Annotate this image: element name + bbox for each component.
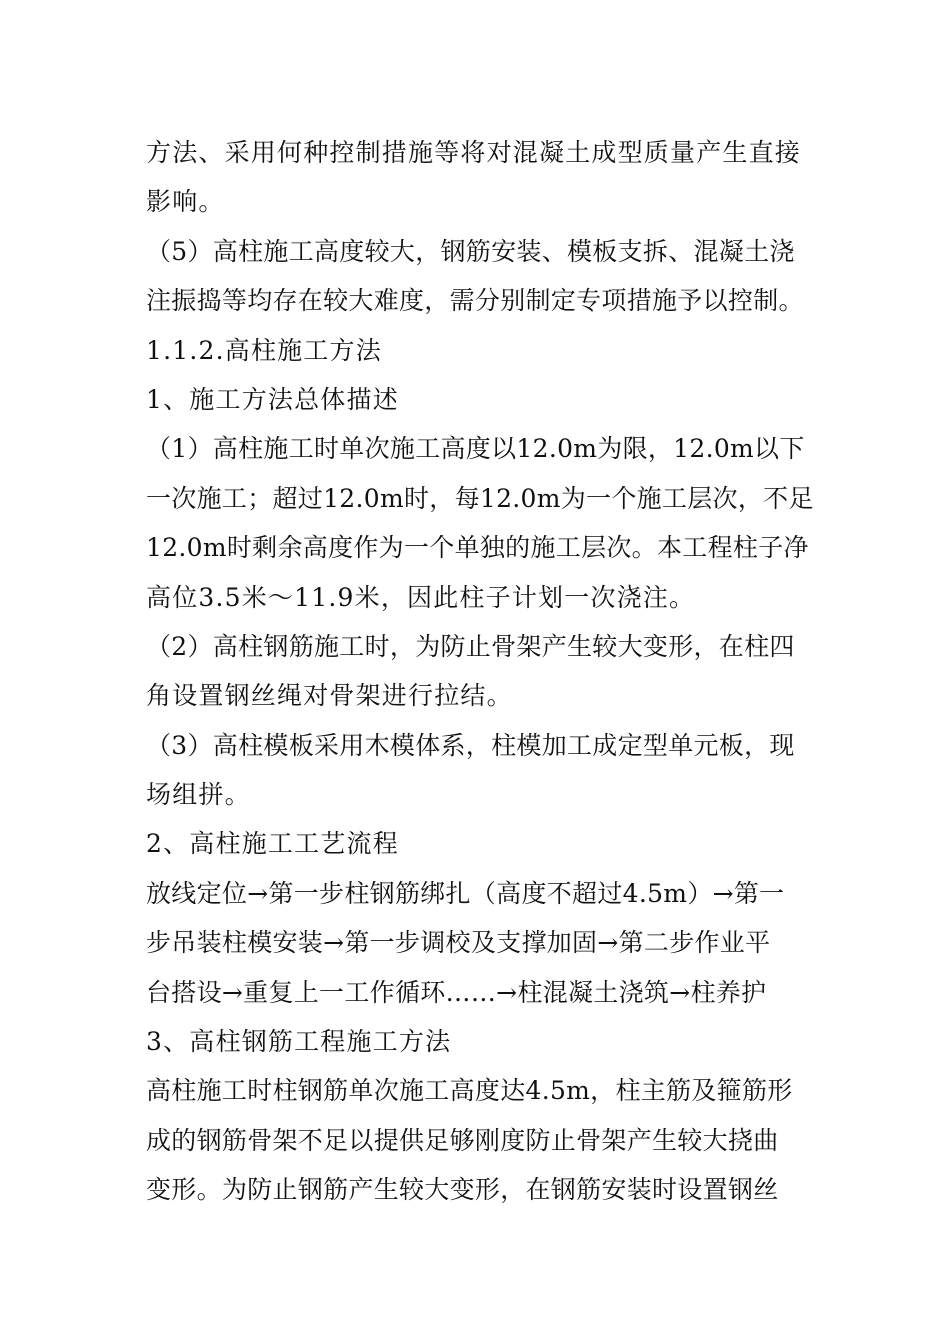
paragraph-line: 场组拼。 <box>146 780 251 810</box>
paragraph-line: 影响。 <box>146 187 225 217</box>
subsection-heading: 2、高柱施工工艺流程 <box>146 829 399 859</box>
paragraph-line: （5）高柱施工高度较大，钢筋安装、模板支拆、混凝土浇 <box>146 236 795 266</box>
paragraph-line: 步吊装柱模安装→第一步调校及支撑加固→第二步作业平 <box>146 928 771 958</box>
paragraph-line: 变形。为防止钢筋产生较大变形，在钢筋安装时设置钢丝 <box>146 1175 779 1205</box>
paragraph-line: 台搭设→重复上一工作循环……→柱混凝土浇筑→柱养护 <box>146 977 767 1007</box>
paragraph-line: 放线定位→第一步柱钢筋绑扎（高度不超过4.5m）→第一 <box>146 878 785 908</box>
document-body <box>146 128 814 1215</box>
paragraph-line: 12.0m时剩余高度作为一个单独的施工层次。本工程柱子净 <box>146 533 809 563</box>
paragraph-line: 成的钢筋骨架不足以提供足够刚度防止骨架产生较大挠曲 <box>146 1125 779 1155</box>
paragraph-line: 一次施工；超过12.0m时，每12.0m为一个施工层次，不足 <box>146 483 814 513</box>
subsection-heading: 3、高柱钢筋工程施工方法 <box>146 1027 452 1057</box>
paragraph-line: （3）高柱模板采用木模体系，柱模加工成定型单元板，现 <box>146 730 795 760</box>
paragraph-line: （2）高柱钢筋施工时，为防止骨架产生较大变形，在柱四 <box>146 631 795 661</box>
paragraph-line: 角设置钢丝绳对骨架进行拉结。 <box>146 681 513 711</box>
paragraph-line: 高柱施工时柱钢筋单次施工高度达4.5m，柱主筋及箍筋形 <box>146 1076 793 1106</box>
paragraph-line: 高位3.5米～11.9米，因此柱子计划一次浇注。 <box>146 582 696 612</box>
paragraph-line: （1）高柱施工时单次施工高度以12.0m为限，12.0m以下 <box>146 434 805 464</box>
paragraph-line: 注振捣等均存在较大难度，需分别制定专项措施予以控制。 <box>146 286 804 316</box>
paragraph-line: 方法、采用何种控制措施等将对混凝土成型质量产生直接 <box>146 138 802 167</box>
section-heading: 1.1.2.高柱施工方法 <box>146 335 382 365</box>
subsection-heading: 1、施工方法总体描述 <box>146 384 399 414</box>
